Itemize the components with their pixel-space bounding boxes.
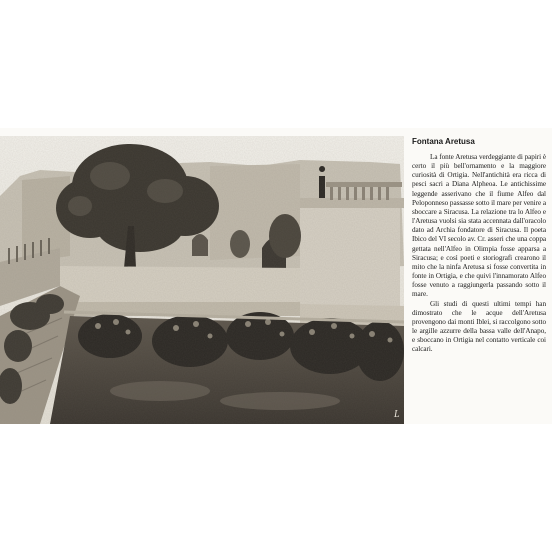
article <box>412 136 546 424</box>
article-paragraph: La fonte Aretusa verdeggiante di papiri è certo il più bell'ornamento e la maggiore curiosità di Ortigia. Nell'antichità era ricca di pesci sacri a Diana Alpheoa. Le antichissime leggende asserivano che il fiume Alfeo dal Peloponneso passasse sotto il mare per venire a sboccare a Siracusa. La relazione tra lo Alfeo e l'Aretusa vuolsi sia stata accennata dall'oracolo dato ad Archia fondatore di Siracusa. Il poeta Ibico del VI secolo av. Cr. asseri che una coppa gettata nell'Alfeo in Olimpia fosse apparsa a Siracusa; e così poeti e storiografi crearono il mito che la ninfa Aretusa si fosse convertita in fonte in Ortigia, e che quivi l'innamorato Alfeo fosse venuto a raggiungerla passando sotto il mare. <box>412 153 546 299</box>
fountain-photo-illustration <box>0 136 404 424</box>
article-title: Fontana Aretusa <box>412 137 475 146</box>
article-paragraph: Gli studi di questi ultimi tempi han dimostrato che le acque dell'Aretusa provengono dai monti Iblei, si raccolgono sotto le argille azzurre della bassa valle dell'Anapo, e sboccano in Ortigia nel contatto verticale coi calcari. <box>412 299 546 354</box>
photo-signature: L <box>394 409 400 420</box>
fountain-photo <box>0 136 404 424</box>
